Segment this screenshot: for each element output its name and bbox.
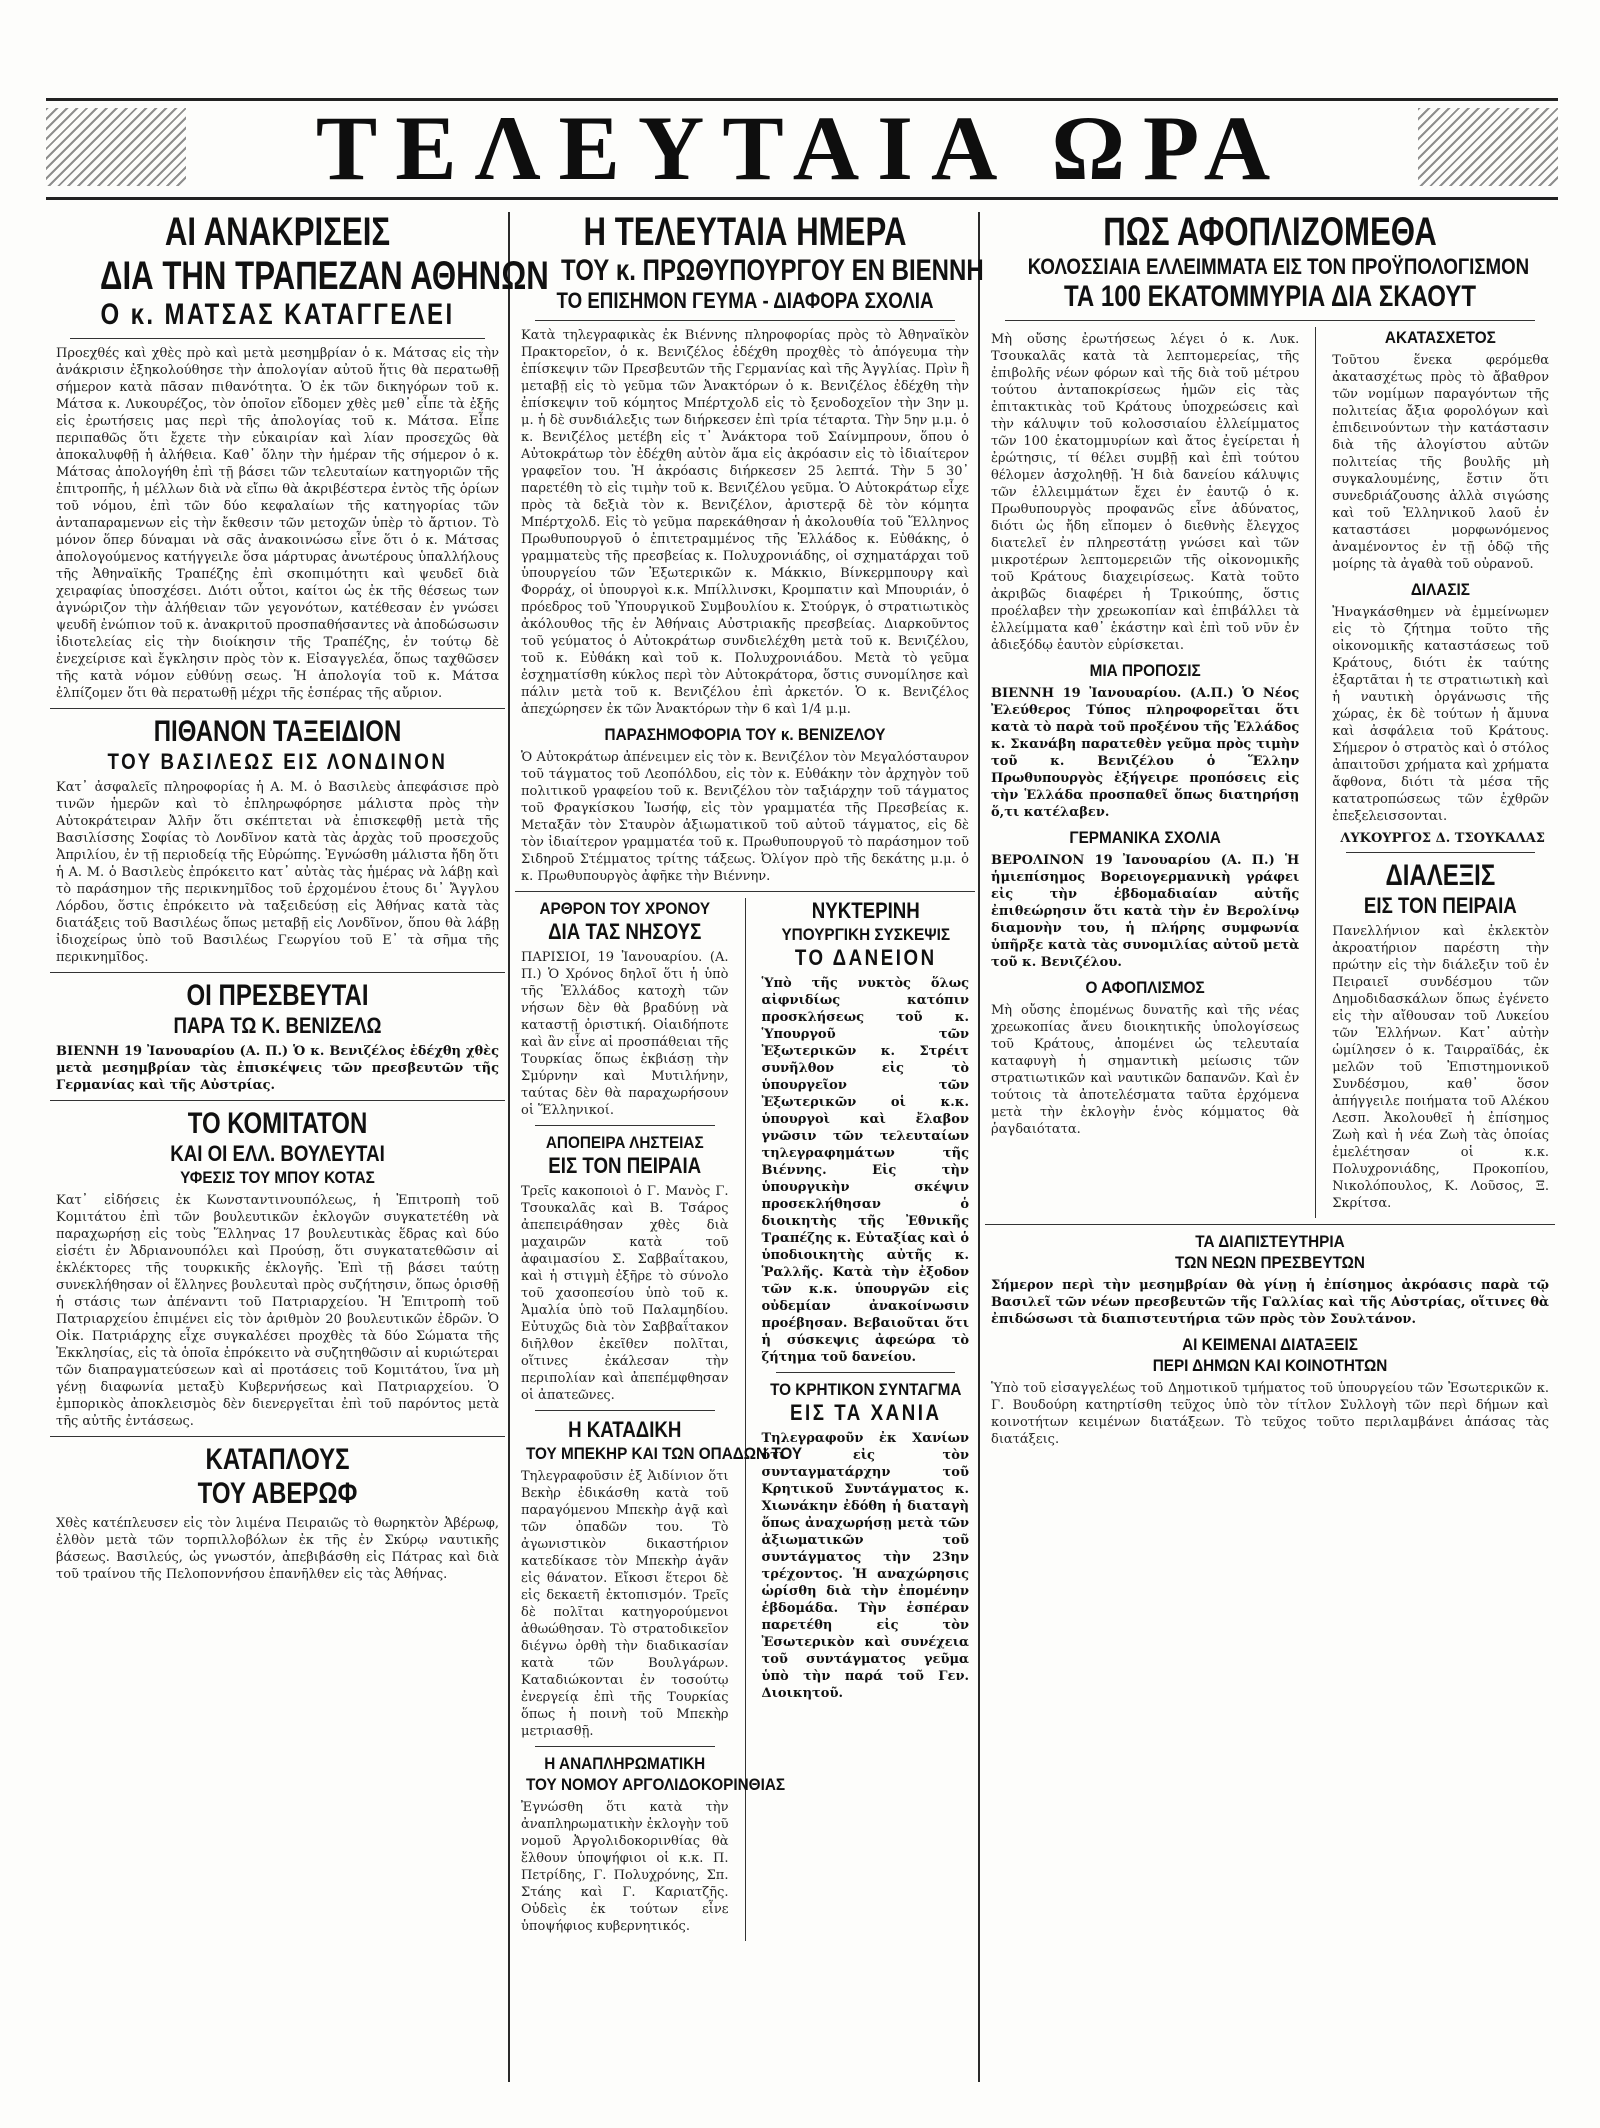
subheadline-londino: ΤΟΥ ΒΑΣΙΛΕΩΣ ΕΙΣ ΛΟΝΔΙΝΟΝ [107,749,448,774]
article-body: Προεχθές καὶ χθὲς πρὸ καὶ μετὰ μεσημβρίαν ὁ κ. Μάτσας εἰς τὴν ἀνάκρισιν ἐξηκολούθησε τὴν ἀπολογίαν αὐτοῦ ἥτις θὰ περατωθῇ σήμερον κατὰ πᾶσαν πιθανότητα. Ὁ ἐκ τῶν δικηγόρων τοῦ κ. Μάτσα κ. Λυκουρέζος, τὸν ὁποῖον εἴδομεν χθὲς μεθ᾽ εἶπε τὰ ἐξῆς εἰς ἐρωτήσεις μας περὶ τῆς ἀπολογίας τοῦ κ. Μάτσα. Εἶπε περιπαθῶς ὅτι ἔχετε τὴν εὐκαιρίαν καὶ λίαν προσεχῶς θὰ ἀποκαλυφθῇ ἡ ἀλήθεια. Καθ᾽ ὅλην τὴν ἡμέραν τῆς σήμερον ὁ κ. Μάτσας ἀπολογήθη ἐπὶ τῇ βάσει τῶν τελευταίων κατηγοριῶν τῆς ἐπιτροπῆς, ἡ μέλλων διὰ νὰ εἴπω θὰ ἀκριβέστερα ἐντὸς τῆς ὁρίων τοῦ νόμου, ἐπὶ τῶν δύο κεφαλαίων τῆς κατηγορίας τῶν ἀνταπαραμενων εἰς τὴν ἔκθεσιν τῶν μετοχῶν ὑπὲρ τὸ ἄρτιον. Τὸ μόνον ὅπερ δύναμαι νὰ σᾶς ἀνακοινώσω εἶνε ὅτι ὁ κ. Μάτσας ἀπολογούμενος κατήγγειλε ὅσα μάρτυρας ἀνωτέρους ὑπαλλήλους τῆς Ἀθηναϊκῆς Τραπέζης ἐπὶ σκοπιμότητι καὶ ψευδεῖ διὰ χειραφίας ὑποσχέσει. Διότι οὗτοι, καίτοι ὡς ἐκ τῆς θέσεως των ἀγνώριζον τὴν ἀλήθειαν τῶν γεγονότων, κατέθεσαν ἐν γνώσει ψευδῆ ἐνώπιον τοῦ κ. ἀνακριτοῦ προσπαθήσαντες νὰ ἀποδώσωσιν ἰδιοτελείας εἰς τὴν διοίκησιν τῆς Τραπέζης, ἐν τούτῳ δὲ ἐνεχείρισε καὶ ἔγκλησιν πρὸς τὸν κ. Εἰσαγγελέα, ὅπως ταχθῶσεν τῆς κατὰ νόμον εὐθύνῃ σεως. Ἡ ἀπολογία τοῦ κ. Μάτσα ἐλπίζομεν ὅτι θὰ περατωθῇ μέχρι τῆς ἑσπέρας τῆς αὔριον. [56,346,499,701]
article-body: ΒΙΕΝΝΗ 19 Ἰανουαρίου. (Α.Π.) Ὁ Νέος Ἐλεύθερος Τύπος πληροφορεῖται ὅτι κατὰ τὸ παρὰ τοῦ προξένου τῆς Ἑλλάδος κ. Σκανάβη παρατεθὲν γεῦμα πρὸς τιμὴν τοῦ κ. Βενιζέλου ὁ Ἕλλην Πρωθυπουργὸς ἐξήγειρε προπόσεις εἰς τὴν Ἑλλάδα προσπαθεῖ ὅπως διατηρήσῃ ὅ,τι κατέλαβεν. [991,686,1300,820]
divider [535,320,955,321]
subheadline-chania: ΕΙΣ ΤΑ ΧΑΝΙΑ [789,1400,942,1425]
headline-akatasx: ΑΚΑΤΑΣΧΕΤΟΣ [1385,328,1497,347]
middle-subcolumns [515,898,975,1941]
divider [70,338,485,339]
headline-afopl: Ο ΑΦΟΠΛΙΣΜΟΣ [1085,978,1205,997]
article-body: Κατ᾽ ἀσφαλεῖς πληροφορίας ἡ Α. Μ. ὁ Βασιλεὺς ἀπεφάσισε πρὸ τινῶν ἡμερῶν καὶ τὸ ἐπληρωφόρησε μάλιστα πρὸς τὴν Αὐτοκράτειραν Ἀλῆν ὅτι σκέπτεται νὰ ἐπισκεφθῇ μετὰ τῆς Βασιλίσσης Σοφίας τὸ Λονδῖνον κατὰ τὰς ἀρχὰς τοῦ προσεχοῦς Ἀπριλίου, ἐν τῇ περιοδείᾳ τῆς Εὐρώπης. Ἐγνώσθη μάλιστα ἤδη ὅτι ἡ Α. Μ. ὁ Βασιλεὺς ἐπρόκειτο κατ᾽ αὐτὰς τὰς ἡμέρας νὰ λάβῃ καὶ τὸ παράσημον τῆς περικνημῖδος τοῦ ἐρχομένου ἐτους δι᾽ Ἄγγλου Λόρδου, ὅστις ἐπρόκειτο νὰ ταξειδεύσῃ εἰς Ἀθήνας κατὰ τὰς διατάξεις τοῦ Βασιλέως ὅπως μεταβῇ εἰς Λονδῖνον, ὅπου θὰ λάβῃ ἰδιοχείρως ὑπὸ τοῦ Βασιλέως Γεωργίου τοῦ Ε᾽ τὰ σῆμα τῆς περικνημῖδος. [56,780,499,965]
headline-kritikon: ΤΟ ΚΡΗΤΙΚΟΝ ΣΥΝΤΑΓΜΑ [769,1380,961,1399]
subheadline-averof: ΤΟΥ ΑΒΕΡΩΦ [197,1477,358,1510]
article-body: Τηλεγραφοῦσιν ἐξ Ἀιδίνιον ὅτι Βεκὴρ ἐδικάσθη κατὰ τοῦ παραγόμενου Μπεκὴρ ἀγᾷ καὶ τῶν ὀπαδῶν του. Τὸ ἀγωνιστικὸν δικαστήριον κατεδίκασε τὸν Μπεκὴρ ἀγᾶν εἰς θάνατον. Εἴκοσι ἕτεροι δὲ εἰς δεκαετῆ ἐκτοπισμόν. Τρεῖς δὲ πολῖται κατηγορούμενοι ἀθωώθησαν. Τὸ στρατοδικεῖον διέγνω ὀρθὴ τὴν διαδικασίαν κατὰ τῶν Βουλγάρων. Καταδιώκονται ἐν τοσούτῳ ἐνεργείᾳ ἐπὶ τῆς Τουρκίας ὅπως ἡ ποινὴ τοῦ Μπεκὴρ μετριασθῇ. [521,1469,729,1739]
subheadline-presv: ΤΩΝ ΝΕΩΝ ΠΡΕΣΒΕΥΤΩΝ [1175,1253,1365,1272]
article-presbeutai [50,979,505,1094]
subheadline-daneion: ΤΟ ΔΑΝΕΙΟΝ [794,945,937,970]
article-body: ΒΕΡΟΛΙΝΟΝ 19 Ἰανουαρίου (Α. Π.) Ἡ ἡμιεπίσημος Βορειογερμανικὴ γράφει εἰς τὴν ἑβδομαδιαίαν αὐτῆς ἐπιθεώρησιν ὅτι κατὰ τὴν ἐν Βερολίνῳ διαμονὴν του, ἡ πλήρης συμφωνία ὑπῆρξε κατὰ τὰς συνομιλίας αὐτοῦ μετὰ τοῦ κ. Βενιζέλου. [991,853,1300,970]
subheadline-mpekir: ΤΟΥ ΜΠΕΚΗΡ ΚΑΙ ΤΩΝ ΟΠΑΔΩΝ ΤΟΥ [525,1444,803,1463]
article-body: Μὴ οὔσης ἐρωτήσεως λέγει ὁ κ. Λυκ. Τσουκαλᾶς κατὰ τὰ λεπτομερείας, τῆς ἐπιβολῆς νέων φόρων καὶ τῆς διὰ τοῦ μέτρου τούτου ἀνταποκρίσεως ἡμῶν εἰς τὰς ἐπιτακτικὰς τοῦ Κράτους ὑποχρεώσεις καὶ τὴν κάλυψιν τοῦ κολοσσιαίου ἐλλείμματος τῶν 100 ἑκατομμυρίων καὶ ἄτος ἐγείρεται ἡ ἐρώτησις, τί θέλει συμβῇ καὶ ἐπὶ τούτου θέλομεν ἀσχοληθῇ. Ἡ διὰ δανείου κάλυψις τῶν ἐλλειμμάτων ἔχει ἐν ἑαυτῷ ὁ κ. Πρωθυπουργὸς προφανῶς εἶνε ἀδύνατος, διότι ὡς ἤδη εἴπομεν ὁ διεθνὴς ἔλεγχος διατελεῖ ἐν πληρεστάτῃ γνώσει καὶ τῶν μικροτέρων λεπτομερειῶν τῆς οἰκονομικῆς τοῦ Κράτους διαχειρίσεως. Κατὰ τοῦτο ἀκριβῶς διαφέρει ἡ Τρικούπης, ὅστις προέλαβεν τὴν χρεωκοπίαν καὶ ἐπιβάλλει τὰ ἐλλείμματα καθ᾽ ἑκάστην καὶ ἐπὶ τοῦ νῦν ἐν ἀδιεξόδῳ ἑαυτὸν εὑρίσκεται. [991,332,1300,653]
column-divider-1 [508,212,510,2082]
headline-katadiki: Η ΚΑΤΑΔΙΚΗ [568,1417,682,1442]
headline-pithanon-taxeidion: ΠΙΘΑΝΟΝ ΤΑΞΕΙΔΙΟΝ [153,715,402,748]
divider [985,1224,1555,1225]
headline-anakriseis: ΑΙ ΑΝΑΚΡΙΣΕΙΣ [164,210,391,254]
headline-trapeza-athinon: ΔΙΑ ΤΗΝ ΤΡΑΠΕΖΑΝ ΑΘΗΝΩΝ [100,254,549,298]
subheadline-gevma: ΤΟ ΕΠΙΣΗΜΟΝ ΓΕΥΜΑ - ΔΙΑΦΟΡΑ ΣΧΟΛΙΑ [556,288,934,313]
subheadline-elleimmata: ΚΟΛΟΣΣΙΑΙΑ ΕΛΛΕΙΜΜΑΤΑ ΕΙΣ ΤΟΝ ΠΡΟΫΠΟΛΟΓΙΣΜΟΝ [1027,254,1530,279]
article-averof [50,1443,505,1583]
subheadline-matsas: Ο κ. ΜΑΤΣΑΣ ΚΑΤΑΓΓΕΛΕΙ [100,298,455,331]
article-body: Τηλεγραφοῦν ἐκ Χανίων ὅτι εἰς τὸν συνταγματάρχην τοῦ Κρητικοῦ Συντάγματος κ. Χιωνάκην ἐδόθη ἡ διαταγὴ ὅπως ἀναχωρήσῃ μετὰ τῶν ἀξιωματικῶν τοῦ συντάγματος τὴν 23ην τρέχοντος. Ἡ αναχώρησις ὡρίσθη διὰ τὴν ἐπομένην ἑβδομάδα. Τὴν ἑσπέραν παρετέθη εἰς τὸν Ἐσωτερικὸν καὶ συνέχεια τοῦ συντάγματος γεῦμα ὑπὸ τὴν παρά τοῦ Γεν. Διοικητοῦ. [761,1431,969,1701]
article-body: ΒΙΕΝΝΗ 19 Ἰανουαρίου (Α. Π.) Ὁ κ. Βενιζέλος ἐδέχθη χθὲς μετὰ μεσημβρίαν τὰς ἐπισκέψεις τῶν πρεσβευτῶν τῆς Γερμανίας καὶ τῆς Αὐστρίας. [56,1044,499,1093]
masthead [46,88,1558,208]
headline-apopeira: ΑΠΟΠΕΙΡΑ ΛΗΣΤΕΙΑΣ [545,1133,704,1152]
divider [50,708,505,709]
column-middle [515,210,984,2090]
divider [50,972,505,973]
subheadline-dialexis-peiraia: ΕΙΣ ΤΟΝ ΠΕΙΡΑΙΑ [1364,893,1518,918]
article-body: Ἠναγκάσθημεν νὰ ἐμμείνωμεν εἰς τὸ ζήτημα τοῦτο τῆς οἰκονομικῆς καταστάσεως τοῦ Κράτους, διότι ἐκ ταύτης ἐξαρτᾶται ἡ τε στρατιωτικὴ καὶ ἡ ναυτικὴ ὀργάνωσις τῆς χώρας, ἐκ δὲ τούτων ἡ ἄμυνα καὶ ἀσφάλεια τοῦ Κράτους. Σήμερον ὁ στρατὸς καὶ ὁ στόλος ἀπαιτοῦσι χρήματα καὶ χρήματα ἄφθονα, διότι τὰ μέσα τῆς κατατροπώσεως τῶν ἐχθρῶν ἐπεξελεισσονται. [1332,605,1549,824]
headline-dialexis: ΔΙΑΛΕΞΙΣ [1385,859,1496,892]
subheadline-vienni: ΤΟΥ κ. ΠΡΩΘΥΠΟΥΡΓΟΥ ΕΝ ΒΙΕΝΝΗ [561,254,984,287]
article-komitaton [50,1107,505,1430]
subheadline-syskepsis: ΥΠΟΥΡΓΙΚΗ ΣΥΣΚΕΨΙΣ [780,925,950,944]
masthead-rule-bottom [46,197,1558,200]
article-body: Πανελλήνιον καὶ ἐκλεκτὸν ἀκροατήριον παρέστη τὴν πρώτην εἰς τὴν διάλεξιν τοῦ ἐν Πειραιεῖ συνδέσμου τῶν Δημοδιδασκάλων ὅπως ἐγένετο εἰς τὴν αἴθουσαν τοῦ Λυκείου τῶν Ἑλλήνων. Κατ᾽ αὐτὴν ὡμίλησεν ὁ κ. Ταιρραϊδάς, ἐκ μελῶν τοῦ Ἐπιστημονικοῦ Συνδέσμου, καθ᾽ ὅσον ἀπήγγειλε ποιήματα τοῦ Αλέκου Λεσπ. Ἀκολουθεῖ ἡ ἐπίσημος Ζωὴ καὶ ἡ νέα Ζωὴ τὰς ὁποίας ἐμελέτησαν οἱ κ.κ. Πολυχρονιάδης, Προκοπίου, Νικολόπουλος, Κ. Λοῦσος, Ξ. Σκρίτσα. [1332,924,1549,1211]
subheadline-nisous: ΔΙΑ ΤΑΣ ΝΗΣΟΥΣ [548,919,702,944]
author-signature: ΛΥΚΟΥΡΓΟΣ Δ. ΤΣΟΥΚΑΛΑΣ [1340,831,1545,846]
subheadline-venizelos: ΠΑΡΑ ΤΩ Κ. ΒΕΝΙΖΕΛΩ [173,1013,382,1038]
article-body: Ἐγνώσθη ὅτι κατὰ τὴν ἀναπληρωματικὴν ἐκλογὴν τοῦ νομοῦ Ἀργολιδοκορινθίας θὰ ἔλθουν ὑποψήφιοι οἱ κ.κ. Π. Πετρίδης, Γ. Πολυχρόνης, Σπ. Στάης καὶ Γ. Καριατζῆς. Οὐδεὶς ἐκ τούτων εἶνε ὑποψήφιος κυβερνητικός. [521,1800,729,1934]
column-divider-2 [978,212,980,2082]
headline-keimenai: ΑΙ ΚΕΙΜΕΝΑΙ ΔΙΑΤΑΞΕΙΣ [1182,1335,1358,1354]
subheadline-vouleutai: ΚΑΙ ΟΙ ΕΛΛ. ΒΟΥΛΕΥΤΑΙ [170,1141,385,1166]
subheadline-peiraia: ΕΙΣ ΤΟΝ ΠΕΙΡΑΙΑ [548,1153,702,1178]
divider [50,1100,505,1101]
subheadline-argolid: ΤΟΥ ΝΟΜΟΥ ΑΡΓΟΛΙΔΟΚΟΡΙΝΘΙΑΣ [525,1775,786,1794]
divider [515,891,975,892]
subheadline-parasimo: ΠΑΡΑΣΗΜΟΦΟΡΙΑ ΤΟΥ κ. ΒΕΝΙΖΕΛΟΥ [604,725,886,744]
article-body: Χθὲς κατέπλευσεν εἰς τὸν λιμένα Πειραιῶς τὸ θωρηκτὸν Ἀβέρωφ, ἐλθὸν μετὰ τῶν τορπιλλοβόλων ἐκ τῆς ἐν Σκύρῳ ναυτικῆς βάσεως. Βασιλεύς, ὡς γνωστόν, ἀπεβιβάσθη εἰς Πάτρας καὶ διὰ τοῦ τραίνου τῆς Πελοποννήσου ἐπανῆλθεν εἰς τὰς Ἀθήνας. [56,1516,499,1582]
column-right [985,210,1555,2090]
article-body: Κατὰ τηλεγραφικὰς ἐκ Βιέννης πληροφορίας πρὸς τὸ Ἀθηναϊκὸν Πρακτορεῖον, ὁ κ. Βενιζέλος ἐδέχθη προχθὲς τὸ ἀπόγευμα τὴν ἐπίσκεψιν τῶν Πρεσβευτῶν τῆς Γερμανίας καὶ τῆς Ἀγγλίας. Πρὶν ἢ μεταβῇ εἰς τὸ γεῦμα τῶν Ἀνακτόρων ὁ κ. Βενιζέλος ἐδέχθη τὴν ἐπίσκεψιν τοῦ κόμητος Μπέρτχολδ εἰς τὸ ξενοδοχεῖον τὴν 3ην μ. μ. ἡ δὲ συνδιάλεξις των διήρκεσεν ἐπὶ τρία τέταρτα. Τὴν 5ην μ.μ. ὁ κ. Βενιζέλος μετέβη εἰς τ᾽ Ἀνάκτορα τοῦ Σαίνμπρουν, ὅπου ὁ Αὐτοκράτωρ τὸν ἐδέχθη αὐτὸν ἅμα εἰς ἀκρόασιν εἰς τὸ ἰδιαίτερον γραφεῖον του. Ἡ ἀκρόασις διήρκεσεν 25 λεπτά. Τὴν 5 30᾽ παρετέθη τὸ εἰς τιμὴν τοῦ κ. Βενιζέλου γεῦμα. Ὁ Αὐτοκράτωρ εἶχε πρὸς τὰ δεξιὰ τὸν κ. Βενιζέλον, ἀριστερᾷ δὲ τὸν κόμητα Μπέρτχολδ. Εἰς τὸ γεῦμα παρεκάθησαν ἡ ἀκολουθία τοῦ Ἕλληνος Πρωθυπουργοῦ ὁ ἐπιτετραμμένος τῆς Ἑλλάδος κ. Εὐθάκης, ὁ γραμματεὺς τῆς πρεσβείας κ. Πολυχρονιάδης, οἱ σχηματάρχαι τοῦ ὑπουργείου τῶν Ἐξωτερικῶν κ. Μάκκιο, Βίνκερμπουργ καὶ Φορράχ, οἱ ὑπουργοὶ κ.κ. Μπίλλινσκι, Κρομπατιν καὶ Μπουριάν, ὁ πρόεδρος τοῦ Ὑπουργικοῦ Συμβουλίου κ. Στούργκ, ὁ στρατιωτικὸς ἀκόλουθος τῆς ἐν Ἀθήναις Αὐστριακῆς πρεσβείας. Διαρκοῦντος τοῦ γεύματος ὁ Αὐτοκράτωρ συνδιελέχθη μετὰ τοῦ κ. Βενιζέλου, τοῦ κ. Εὐθάκη καὶ τοῦ κ. Πολυχρονιάδου. Μετὰ τὸ γεῦμα ἐσχηματίσθη κύκλος περὶ τὸν Αὐτοκράτορα, ὅστις συνομίλησε καὶ πάλιν μετὰ τοῦ κ. Βενιζέλου ἐπὶ ἀρκετόν. Ὁ κ. Βενιζέλος ἀπεχώρησεν ἐκ τῶν Ἀνακτόρων τὴν 6 καὶ 1/4 μ.μ. [521,328,969,717]
headline-dilasis: ΔΙΛΑΣΙΣ [1411,580,1471,599]
headline-komitaton: ΤΟ ΚΟΜΙΤΑΤΟΝ [187,1107,368,1140]
divider [50,1436,505,1437]
article-body: Ὑπὸ τοῦ εἰσαγγελέως τοῦ Δημοτικοῦ τμήματος τοῦ ὑπουργείου τῶν Ἐσωτερικῶν κ. Γ. Βουδούρη κατηρτίσθη τεῦχος ὑπὸ τὸν τίτλον Συλλογὴ τῶν περὶ δήμων καὶ κοινοτήτων κειμένων διατάξεων. Τὸ τεῦχος τοῦτο περιλαμβάνει ἁπάσας τὰς διατάξεις. [991,1381,1549,1447]
right-subcolumns [985,327,1555,1218]
headline-propos: ΜΙΑ ΠΡΟΠΟΣΙΣ [1089,661,1201,680]
subheadline-yfesis: ΥΦΕΣΙΣ ΤΟΥ ΜΠΟΥ ΚΟΤΑΣ [180,1168,375,1187]
column-left [50,210,549,2090]
headline-anaplirom: Η ΑΝΑΠΛΗΡΩΜΑΤΙΚΗ [544,1754,706,1773]
right-lower [985,1231,1555,1454]
newspaper-section-title: ΤΕΛΕΥΤΑΙΑ ΩΡΑ [315,97,1289,199]
article-body: Ὁ Αὐτοκράτωρ ἀπένειμεν εἰς τὸν κ. Βενιζέλον τὸν Μεγαλόσταυρον τοῦ τάγματος τοῦ Λεοπόλδου, εἰς τὸν κ. Εὐθάκην τὸν ἀρχηγὸν τοῦ πολιτικοῦ γραφείου τοῦ κ. Βενιζέλου τὸν ταξιάρχην τοῦ τάγματος τοῦ Φραγκίσκου Ἰωσήφ, εἰς τὸν γραμματέα τῆς Πρεσβείας κ. Μεταξᾶν τὸν Σταυρὸν ἀξιωματικοῦ τοῦ αὐτοῦ τάγματος, εἰς δὲ τὸν ἰδιαίτερον γραμματέα τοῦ κ. Πρωθυπουργοῦ τὸ παράσημον τοῦ Σιδηροῦ Στέμματος τρίτης τάξεως. Ὀλίγον πρὸ τῆς δεκάτης μ.μ. ὁ κ. Πρωθυπουργὸς ἀφῆκε τὴν Βιέννην. [521,750,969,884]
divider [535,1410,715,1411]
divider [1346,852,1535,853]
masthead-ornament-right [1418,108,1558,186]
article-body: Τρεῖς κακοποιοὶ ὁ Γ. Μανὸς Γ. Τσουκαλᾶς καὶ Β. Τσάρος ἀπεπειράθησαν χθὲς διὰ μαχαιρῶν κατὰ τοῦ ἀφαιμασίου Σ. Σαββαΐτακου, καὶ ἡ στιγμὴ ἐξῆρε τὸ σύνολο τοῦ χασοπεσίου ὑπὸ τοῦ κ. Ἀμαλία ὑπὸ τοῦ Παλαμηδίου. Εὐτυχῶς διὰ τὸν Σαββαΐτακον διῆλθον ἐκεῖθεν πολῖται, οἵτινες ἐκάλεσαν τὴν περιπολίαν καὶ ἀπεπέμφθησαν οἱ ἀπατεῶνες. [521,1184,729,1403]
subcolumn-c [985,1231,1555,1454]
article-body: Μὴ οὔσης ἐπομένως δυνατῆς καὶ τῆς νέας χρεωκοπίας ἄνευ διοικητικῆς ὑπολογίσεως τοῦ Κράτους, ἀπομένει ὡς τελευταία καταφυγὴ ἡ σημαντικὴ μείωσις τῶν στρατιωτικῶν καὶ ναυτικῶν δαπανῶν. Καὶ ἐν τούτοις τὰ ἀποτελέσματα ταῦτα ἐρχόμενα μετὰ τὴν ἐκλογὴν ἑνὸς κόμματος θὰ ῥαγδαιότατα. [991,1003,1300,1137]
divider [535,1746,715,1747]
headline-diapist: ΤΑ ΔΙΑΠΙΣΤΕΥΤΗΡΙΑ [1195,1232,1345,1251]
headline-afoplizomeTha: ΠΩΣ ΑΦΟΠΛΙΖΟΜΕΘΑ [1103,210,1437,254]
subheadline-100-ekatom: ΤΑ 100 ΕΚΑΤΟΜΜΥΡΙΑ ΔΙΑ ΣΚΑΟΥΤ [1064,280,1476,313]
article-body: Ὑπὸ τῆς νυκτὸς ὅλως αἰφνιδίως κατόπιν προσκλήσεως τοῦ κ. Ὑπουργοῦ τῶν Ἐξωτερικῶν κ. Στρέιτ συνῆλθον εἰς τὸ ὑπουργεῖον τῶν Ἐξωτερικῶν οἱ κ.κ. ὑπουργοὶ καὶ ἔλαβον γνῶσιν τῶν τελευταίων τηλεγραφημάτων τῆς Βιέννης. Εἰς τὴν ὑπουργικὴν σκέψιν προσεκλήθησαν ὁ διοικητὴς τῆς Ἐθνικῆς Τραπέζης κ. Εὐταξίας καὶ ὁ ὑποδιοικητὴς αὐτῆς κ. Ῥαλλῆς. Κατὰ τὴν ἐξοδον τῶν κ.κ. ὑπουργῶν εἰς οὐδεμίαν ἀνακοίνωσιν προέβησαν. Βεβαιοῦται ὅτι ἡ σύσκεψις ἀφεώρα τὸ ζήτημα τοῦ δανείου. [761,976,969,1365]
subcolumn-a [985,327,1305,1218]
article-body: Τοῦτου ἕνεκα φερόμεθα ἀκατασχέτως πρὸς τὸ ἄβαθρον τῶν νομίμων παραγόντων τῆς πολιτείας ἄξια φορολόγων καὶ ἐπιδεινούντων τὴν κατάστασιν διὰ τῆς ἀλογίστου αὐτῶν πολιτείας τῆς βουλῆς μὴ συγκαλουμένης, ἔστιν ὅτι συνεδριάζουσης ἀλλὰ σιγώσης καὶ τοῦ Ἑλληνικοῦ λαοῦ ἐν καταστάσει μορφωνόμενος ἀναμένοντος ἐν τῇ ὁδῷ τῆς μοίρης τὰ ἀγαθὰ τοῦ οὐρανοῦ. [1332,353,1549,572]
subcolumn-right [756,898,976,1941]
subheadline-dimon: ΠΕΡΙ ΔΗΜΩΝ ΚΑΙ ΚΟΙΝΟΤΗΤΩΝ [1152,1356,1388,1375]
masthead-ornament-left [46,108,186,186]
article-taxeidion [50,715,505,966]
subcolumn-left [515,898,803,1941]
headline-katapl: ΚΑΤΑΠΛΟΥΣ [205,1443,350,1476]
article-body: Κατ᾽ εἰδήσεις ἐκ Κωνσταντινουπόλεως, ἡ Ἐπιτροπὴ τοῦ Κομιτάτου ἐπὶ τῶν βουλευτικῶν ἐκλογῶν συγκατετέθη νὰ παραχωρήσῃ εἰς τοὺς Ἕλληνας 17 βουλευτικὰς ἕδρας καὶ δύο εἰσέτι ἐν Ἀδριανουπόλει καὶ Προύσῃ, ὅτι συγκατατεθῶσιν αἱ ἐκλέκτορες τῆς τουρκικῆς ἐκλογῆς. Ἐπὶ τῇ βάσει ταύτῃ συνεκλήθησαν οἱ ἕλληνες βουλευταὶ πρὸς συζήτησιν, ὅπως ὁρισθῇ ἡ στάσις των ἀπέναντι τοῦ Πατριαρχείου. Ἡ Ἐπιτροπὴ τοῦ Πατριαρχείου ἐπιμένει εἰς τὸν ἀριθμὸν 20 βουλευτικῶν ἐδρῶν. Ὁ Οἰκ. Πατριάρχης εἶχε συγκαλέσει προχθὲς τὰ δύο Σώματα τῆς Ἐκκλησίας, εἰς τὰ ὁποῖα ἐπρόκειτο νὰ συζητηθῶσιν αἱ κυριώτεραι τῶν διαπραγματεύσεων καὶ αἱ προτάσεις τοῦ Κομιτάτου, ἵνα μὴ γένῃ διαφωνία μεταξὺ Κυβερνήσεως καὶ Πατριαρχείου. Ὁ ἐμπορικὸς ἀποκλεισμὸς δὲν διενεργεῖται ἐπὶ τοῦ παρόντος μετὰ τῆς αὐτῆς ἐντάσεως. [56,1193,499,1429]
headline-presbeutai: ΟΙ ΠΡΕΣΒΕΥΤΑΙ [186,979,369,1012]
divider [1005,320,1535,321]
subcolumn-b [1326,327,1555,1218]
article-anakriseis [50,210,549,702]
divider [535,1125,715,1126]
headline-nykterini: ΝΥΚΤΕΡΙΝΗ [811,898,920,923]
headline-teleutaia-imera: Η ΤΕΛΕΥΤΑΙΑ ΗΜΕΡΑ [583,210,907,254]
subcolumn-divider [1315,327,1316,1218]
article-teleutaia-imera [515,210,984,885]
divider [776,1372,956,1373]
headline-arthron: ΑΡΘΡΟΝ ΤΟΥ ΧΡΟΝΟΥ [539,899,711,918]
article-body: ΠΑΡΙΣΙΟΙ, 19 Ἰανουαρίου. (Α. Π.) Ὁ Χρόνος δηλοῖ ὅτι ἡ ὑπὸ τῆς Ἑλλάδος κατοχὴ τῶν νήσων δὲν θὰ βραδύνῃ νὰ καταστῇ ὁριστική. Οἱαιδήποτε καὶ ἂν εἶνε αἱ προσπάθειαι τῆς Τουρκίας ὅπως ἐκβιάσῃ τὴν Σμύρνην καὶ Μυτιλήνην, ταύτας δὲν θὰ παραχωρήσουν οἱ Ἕλληνικοί. [521,950,729,1118]
headline-german: ΓΕΡΜΑΝΙΚΑ ΣΧΟΛΙΑ [1069,828,1221,847]
article-body: Σήμερον περὶ τὴν μεσημβρίαν θὰ γίνῃ ἡ ἐπίσημος ἀκρόασις παρὰ τῷ Βασιλεῖ τῶν νέων πρεσβευτῶν τῆς Γαλλίας καὶ τῆς Αὐστρίας, οἵτινες θὰ ἐπιδώσωσι τὰ διαπιστευτήρια τῶν πρὸς τὸν Σουλτάνον. [991,1278,1549,1327]
